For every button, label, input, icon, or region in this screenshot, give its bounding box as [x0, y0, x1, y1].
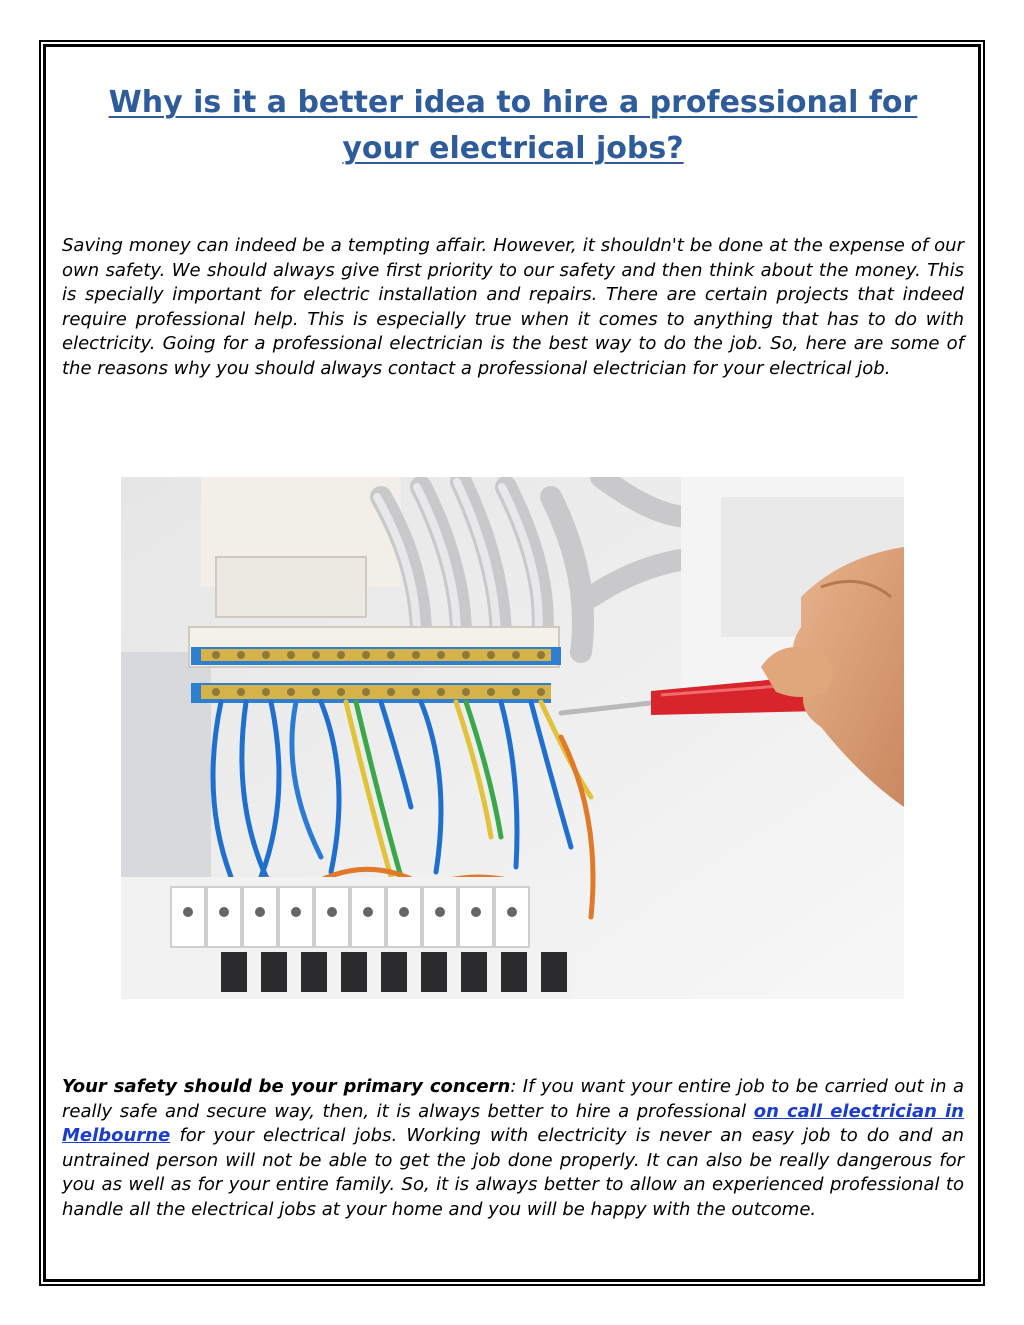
title-line-2: your electrical jobs? [342, 131, 684, 166]
safety-paragraph [62, 1075, 964, 1223]
safety-heading: Your safety should be your primary concern [62, 1076, 511, 1097]
melbourne-electrician-link[interactable]: on call electrician in Melbourne [62, 1100, 964, 1147]
safety-separator: : [510, 1076, 523, 1097]
page-title [62, 80, 964, 172]
title-line-1: Why is it a better idea to hire a professional for [108, 85, 918, 120]
safety-text-after-link: for your electrical jobs. Working with electricity is never an easy job to do and an untrained person will not be able to get the job done properly. It can also be really dangerous for you as well as for your entire family. So, it is always better to allow an experienced professional to handle all the electrical jobs at your home and you will be happy with the outcome. [62, 1125, 964, 1220]
safety-text-before-link: If you want your entire job to be carried out in a really safe and secure way, then, it is always better to hire a professional [62, 1076, 964, 1122]
electrician-photo [121, 477, 904, 999]
intro-paragraph: Saving money can indeed be a tempting affair. However, it shouldn't be done at the expense of our own safety. We should always give first priority to our safety and then think about the money. This is specially important for electric installation and repairs. There are certain projects that indeed require professional help. This is especially true when it comes to anything that has to do with electricity. Going for a professional electrician is the best way to do the job. So, here are some of the reasons why you should always contact a professional electrician for your electrical job. [62, 235, 964, 379]
